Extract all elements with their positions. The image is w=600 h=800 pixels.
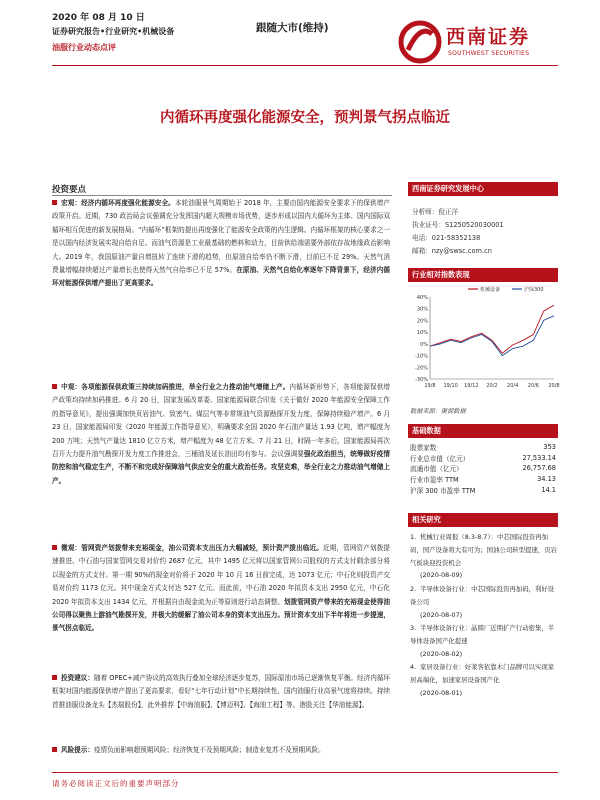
basic-data-row	[410, 463, 556, 474]
paragraph-lead: 管网资产划拨带来充裕现金，油公司资本支出压力大幅减轻，预计资产拨出临近。	[81, 544, 323, 552]
bullet-icon	[52, 200, 57, 205]
performance-chart-svg	[408, 283, 558, 397]
analyst-phone: 电话：021-58352138	[412, 234, 481, 242]
related-item[interactable]	[410, 622, 558, 660]
paragraph-advice	[52, 672, 390, 712]
y-tick-label: 20%	[416, 318, 428, 325]
basic-data-value: 26,757.68	[522, 464, 556, 473]
paragraph-label: 投资建议：	[61, 674, 94, 682]
analyst-email: 邮箱：nzy@swsc.com.cn	[412, 247, 492, 255]
related-item-date: (2020-08-02)	[420, 649, 463, 658]
related-item-number: 2.	[410, 585, 417, 593]
x-tick-label: 20/2	[486, 383, 498, 389]
risk-text: 疫情负面影响超预期风险；经济恢复不及预期风险；制造业复苏不及预期风险。	[93, 746, 325, 754]
paragraph-body: 随着 OPEC+减产协议的高效执行叠加全球经济逐步复苏，国际原油市场已逐渐恢复平衡。经济内循环框架对国内能源保供增产提出了更高要求，看好“七年行动计划”中长期持续性，国内油服行业高景气度将持续。持续首推油服设备龙头【杰瑞股份】，此外推荐【中海油服】、【博迈科】、【海油工程】等。港股关注【华油能源】。	[52, 674, 390, 709]
paragraph-label: 中观：	[61, 383, 82, 391]
brand-logo	[396, 20, 566, 70]
basic-data-heading: 基础数据	[408, 424, 558, 438]
basic-data-value: 27,533.14	[522, 453, 556, 462]
basic-data-row	[410, 453, 556, 464]
analyst-name: 分析师：倪正洋	[412, 208, 459, 216]
related-item[interactable]	[410, 583, 558, 621]
bullet-icon	[52, 747, 57, 752]
paragraph-tail: 强化政治担当，统筹做好疫情防控和油气稳定生产，不断不和完成好保障油气供应安全的重大政治任务。攻坚克难，举全行业之力推动油气增储上产。	[52, 450, 391, 485]
basic-data-value: 34.13	[537, 475, 556, 484]
basic-data-label: 流通市值（亿元）	[410, 465, 463, 474]
report-subcategory: 油服行业动态点评	[52, 43, 116, 52]
chart-heading: 行业相对指数表现	[408, 268, 558, 282]
footer-disclaimer: 请务必阅读正文后的重要声明部分	[52, 779, 180, 788]
related-item[interactable]	[410, 531, 558, 582]
basic-data-label: 行业市盈率 TTM	[410, 476, 459, 485]
y-tick-label: 40%	[416, 295, 428, 301]
series-line-hs300	[430, 316, 554, 356]
y-tick-label: 30%	[416, 306, 428, 313]
related-item-number: 3.	[410, 624, 417, 632]
report-title: 内循环再度强化能源安全，预判景气拐点临近	[160, 110, 450, 126]
basic-data-value: 353	[543, 443, 556, 452]
bullet-icon	[52, 384, 57, 389]
x-tick-label: 19/10	[443, 383, 458, 389]
x-tick-label: 19/12	[464, 383, 479, 389]
y-tick-label: -30%	[415, 377, 428, 383]
x-tick-label: 20/8	[548, 383, 560, 389]
paragraph-body: 本轮油服景气周期始于 2018 年，主要由国内能源安全要求下的保供增产政策开启。近期，730 政治局会议强调充分发挥国内超大规模市场优势，逐步形成以国内大循环为主体、国内国际双循环相互促进的新发展格局。“内循环”框架的提出再度强化了能源安全政策的内生逻辑。内循环框架的核心要求之一是以国内经济发展实现自给自足。而油气资源是工业最基础的燃料和动力，目前供给端需要外部依存故地缘政治影响大。2019 年，我国原油产量自增扭转了连续下滑的趋势，但原油自给率仍不断下滑，目前已不足 29%。天然气消费量增幅持续超过产量增长也使得天然气自给率已不足 57%。	[52, 199, 391, 275]
related-heading: 相关研究	[408, 513, 558, 527]
basic-data-row	[410, 442, 556, 453]
basic-data-value: 14.1	[541, 485, 556, 494]
basic-data-label: 股票家数	[410, 444, 437, 453]
paragraph-body: 近期，管网资产划拨提速推进。中石油与国家管网交易对价约 2687 亿元，其中 1495 亿元将以国家管网公司股权的方式支付剩余部分将以现金的方式支付。第一期 90%的现金对价将于 2020 年 10 月 16 日前完成，达 1073 亿元；中石化则投资产交易对价约 1173 亿元。其中现金方式支付达 527 亿元。而此前，中石油 2020 年拟资本支出 2950 亿元，中石化 2020 年拟资本支出 1434 亿元，并根据自由现金流为正等原则进行动态调整。	[52, 544, 391, 606]
risk-warning	[52, 744, 390, 757]
logo-text-cn: 西南证券	[446, 26, 531, 48]
x-tick-label: 20/4	[507, 383, 519, 389]
paragraph-macro	[52, 197, 390, 291]
basic-data-label: 行业总市值（亿元）	[410, 454, 470, 463]
basic-data-row	[410, 484, 556, 495]
related-item-title: 半导体设备行业：中芯国际投资再加码，利好设备公司	[410, 585, 555, 606]
industry-rating: 跟随大市(维持)	[256, 22, 329, 34]
basic-data-label: 沪深 300 市盈率 TTM	[410, 486, 476, 495]
risk-label: 风险提示：	[61, 746, 94, 754]
paragraph-lead: 各项能源保供政策三持续加码推进，举全行业之力推动油气增储上产。	[81, 383, 290, 391]
section-heading-invest: 投资要点	[52, 185, 87, 195]
related-item-number: 4.	[410, 663, 417, 671]
header-divider	[52, 65, 558, 66]
series-line-industry	[430, 305, 554, 353]
related-item-title: 半导体设备行业：晶圆厂近期扩产行动密集，半导体设备国产化提速	[410, 624, 555, 645]
team-heading: 西南证券研究发展中心	[408, 182, 558, 196]
basic-data-row	[410, 474, 556, 485]
report-category: 证券研究报告•行业研究•机械设备	[52, 27, 175, 36]
legend-label: 沪深300	[524, 287, 544, 293]
y-tick-label: -20%	[415, 365, 428, 372]
y-tick-label: 10%	[416, 330, 428, 337]
paragraph-micro	[52, 542, 390, 636]
analyst-cert: 执业证号：S1250520030001	[412, 221, 504, 229]
y-tick-label: -10%	[415, 353, 428, 360]
related-item-date: (2020-08-07)	[420, 610, 463, 619]
related-item[interactable]	[410, 661, 558, 699]
section-divider	[52, 195, 392, 196]
logo-mark-icon	[398, 20, 442, 64]
x-tick-label: 19/8	[424, 383, 436, 389]
related-item-title: 机械行业周报（8.3-8.7）：中芯国际投资再加码，国产设备将大有可为；国油公司转型提速，页岩气板块迎投资机会	[410, 533, 557, 567]
bullet-icon	[52, 675, 57, 680]
related-item-date: (2020-08-09)	[420, 571, 463, 580]
footer-divider	[52, 772, 558, 773]
report-date: 2020 年 08 月 10 日	[52, 13, 145, 23]
paragraph-label: 宏观：	[61, 199, 82, 207]
y-tick-label: 0%	[420, 341, 428, 348]
legend-label: 机械设备	[480, 287, 501, 293]
paragraph-meso	[52, 381, 390, 488]
basic-data-table	[410, 442, 556, 495]
related-item-title: 家居设备行业：好莱客依靠木门品牌可以实现家居高端化，加速家居设备国产化	[410, 663, 555, 684]
logo-text-en: SOUTHWEST SECURITIES	[448, 50, 530, 57]
paragraph-lead: 经济内循环再度强化能源安全。	[81, 199, 175, 207]
paragraph-body: 内循环新形势下，各项能源保供增产政策均持续加码推进。6 月 20 日，国家发展改革委、国家能源局联合印发《关于做好 2020 年能源安全保障工作的指导意见》，提出强调加快页岩油气、致密气、煤层气等非常规油气资源勘探开发力度，保障持续稳产增产。6 月 23 日，国家能源局印发《2020 年能源工作指导意见》，明确要求全国 2020 年石油产量达 1.93 亿吨，增产幅度为 200 万吨；天然气产量达 1810 亿立方米，增产幅度为 48 亿立方米。7 月 21 日，时隔一年多后，国家能源局再次召开大力提升油气勘探开发力度工作推进会，三桶油及延长油田均有参与。会议强调要	[52, 383, 391, 459]
related-item-number: 1.	[410, 533, 417, 541]
performance-chart	[408, 283, 558, 397]
paragraph-tail: 划拨管网资产带来的充裕现金使得油公司得以聚焦上游油气勘探开发，并极大的缓解了油公司本身的资本支出压力。预计资本支出下半年将进一步提速，景气拐点临近。	[52, 597, 391, 633]
paragraph-tail: 在原油、天然气自给化率逐年下降背景下，经济内循环对能源保供增产提出了更高要求。	[52, 266, 390, 288]
bullet-icon	[52, 545, 57, 550]
chart-source: 数据来源：聚源数据	[410, 408, 466, 415]
paragraph-label: 微观：	[61, 544, 82, 552]
related-item-date: (2020-08-01)	[420, 688, 463, 697]
x-tick-label: 20/6	[527, 383, 539, 389]
